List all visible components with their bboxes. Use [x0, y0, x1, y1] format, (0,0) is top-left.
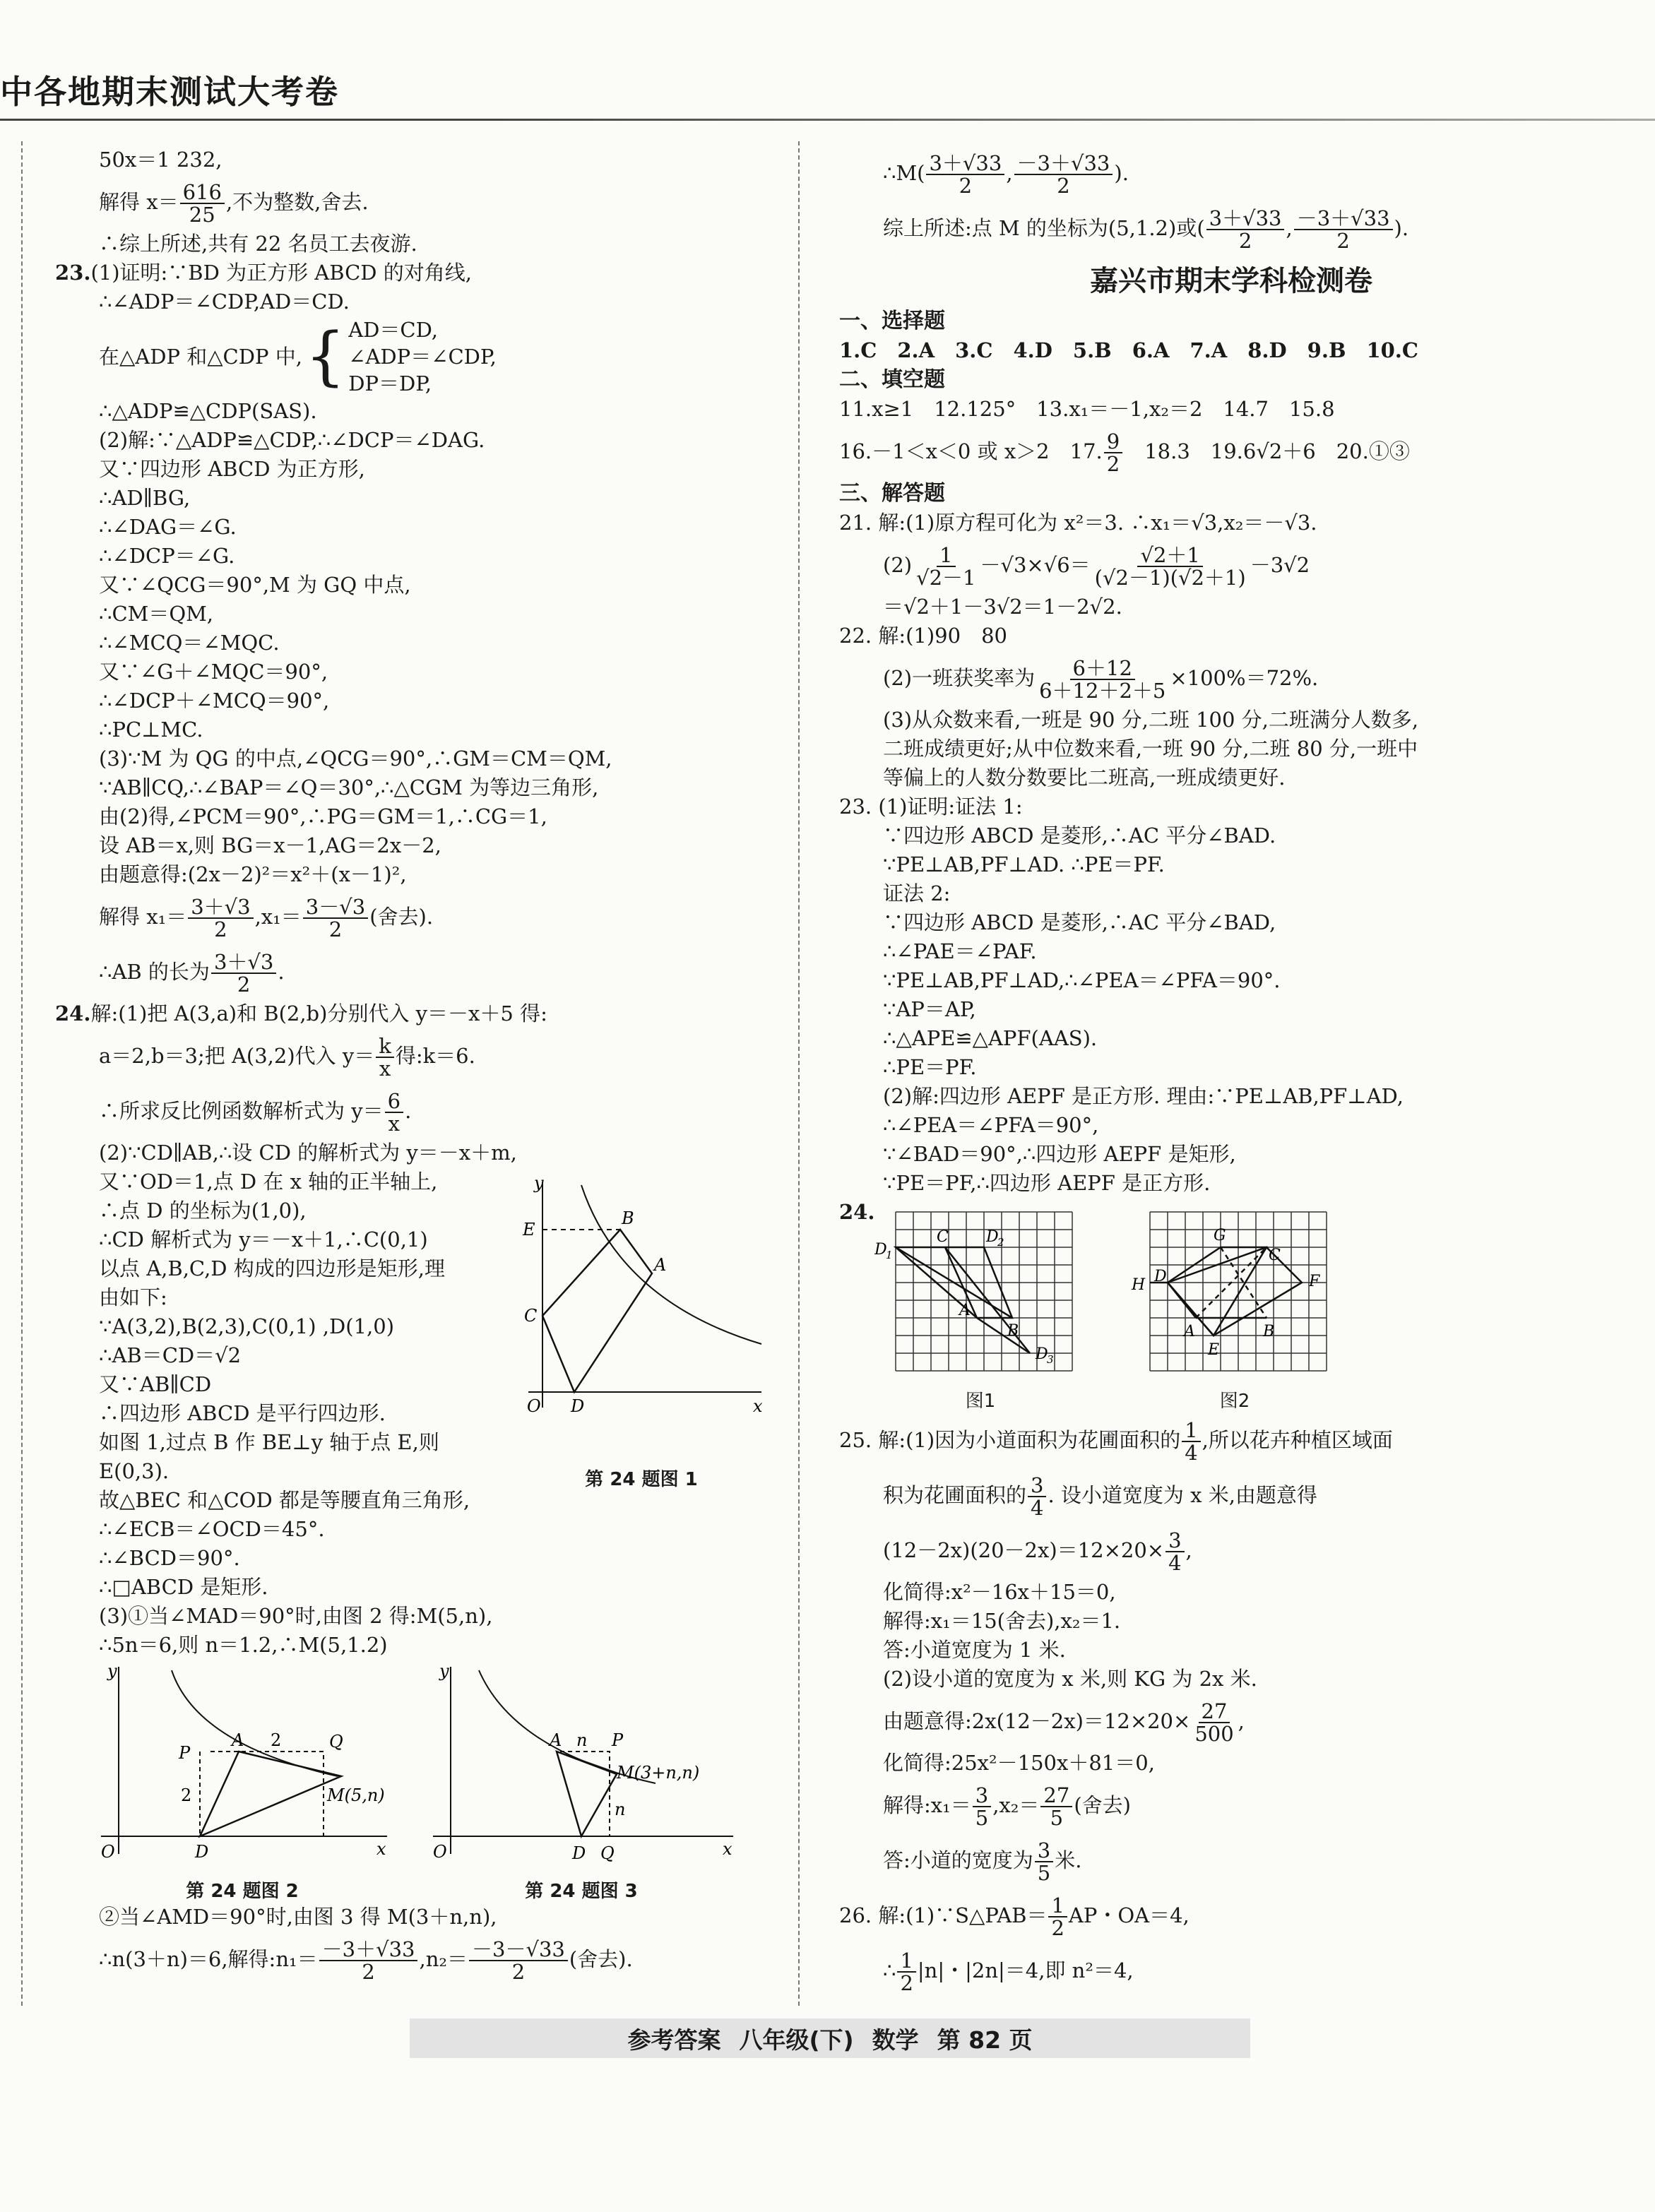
question-23: 23.(1)证明:∵BD 为正方形 ABCD 的对角线, [55, 261, 472, 285]
text-line: ∴综上所述,共有 22 名员工去夜游. [99, 232, 417, 256]
question-24: 24.解:(1)把 A(3,a)和 B(2,b)分别代入 y＝－x＋5 得: [55, 1001, 547, 1025]
text-line: 又∵四边形 ABCD 为正方形, [99, 457, 365, 481]
svg-text:Q: Q [600, 1843, 615, 1863]
svg-text:D: D [1036, 1345, 1048, 1363]
svg-text:3: 3 [1047, 1353, 1054, 1366]
svg-text:2: 2 [997, 1236, 1004, 1249]
fraction: $\frac{3+√3}{2}$ [188, 896, 253, 940]
fraction: $\frac{3}{4}$ [1028, 1475, 1046, 1518]
text-line: 以点 A,B,C,D 构成的四边形是矩形,理 [99, 1256, 445, 1280]
text-line: ∴∠ADP＝∠CDP,AD＝CD. [99, 290, 350, 314]
text-line: E(0,3). [99, 1459, 170, 1483]
text-line: 解得:x₁＝15(舍去),x₂＝1. [883, 1609, 1121, 1633]
footer-bar [410, 2018, 1250, 2058]
text-line: 由题意得:(2x－2)²＝x²＋(x－1)², [99, 862, 407, 886]
text-line: ∴点 D 的坐标为(1,0), [99, 1199, 307, 1223]
text-line: ＝√2＋1－3√2＝1－2√2. [883, 595, 1122, 619]
text-line: ∴5n＝6,则 n＝1.2,∴M(5,1.2) [99, 1633, 388, 1657]
figure-24-1-graph [514, 1167, 769, 1422]
section-heading: 一、选择题 [839, 309, 945, 333]
fraction: $\frac{3+√33}{2}$ [1206, 208, 1285, 251]
fraction: $\frac{27}{5}$ [1040, 1785, 1072, 1829]
text-line: ∴AD∥BG, [99, 486, 191, 510]
text-line: ∵PE⊥AB,PF⊥AD,∴∠PEA＝∠PFA＝90°. [883, 968, 1281, 992]
fraction: $\frac{3}{5}$ [1035, 1840, 1053, 1884]
svg-text:A: A [654, 1255, 667, 1275]
fraction: $\frac{1}{2}$ [1048, 1895, 1067, 1939]
text-line: 综上所述:点 M 的坐标为(5,1.2)或( $\frac{3+√33}{2}$ , $\frac{-3+√33}{2}$ ). [883, 206, 1409, 253]
figure-caption: 第 24 题图 1 [585, 1469, 698, 1490]
svg-text:B: B [1007, 1322, 1019, 1340]
question-25: 25. 解:(1)因为小道面积为花圃面积的 $\frac{1}{4}$ ,所以花卉种植区域面 [839, 1418, 1393, 1465]
question-22: 22. 解:(1)90 80 [839, 624, 1007, 648]
figure-24-2 [90, 1660, 394, 1903]
footer-page: 第 82 页 [937, 2026, 1033, 2054]
text-line: ∴∠BCD＝90°. [99, 1546, 240, 1570]
question-23-right: 23. (1)证明:证法 1: [839, 795, 1023, 819]
fraction: $\frac{-3+√33}{2}$ [1014, 153, 1113, 196]
fraction: $\frac{27}{500}$ [1194, 1699, 1234, 1746]
footer-subject: 数学 [872, 2026, 919, 2054]
text-line: ∴PE＝PF. [883, 1055, 977, 1079]
question-24-right: 24. D 1 C D 2 A B D 3 图1 G C D H F A E B 图2 [839, 1198, 1623, 1413]
fraction: $\frac{6}{x}$ [385, 1090, 403, 1134]
fraction: $\frac{k}{x}$ [376, 1035, 394, 1079]
svg-text:H: H [1132, 1276, 1146, 1294]
text-line: ∴M( $\frac{3+√33}{2}$ , $\frac{-3+√33}{2}$ ). [883, 151, 1129, 198]
fill-answers: 16.－1＜x＜0 或 x＞2 17. $\frac{9}{2}$ 18.3 19.6√2＋6 20.①③ [839, 429, 1410, 476]
svg-text:Q: Q [329, 1732, 343, 1752]
svg-text:A: A [550, 1730, 562, 1750]
svg-text:F: F [1309, 1273, 1320, 1290]
text-line: 答:小道宽度为 1 米. [883, 1638, 1066, 1662]
svg-text:O: O [433, 1842, 447, 1862]
text-line: ∴∠MCQ＝∠MQC. [99, 631, 280, 655]
footer-grade: 八年级(下) [739, 2026, 854, 2054]
svg-text:P: P [612, 1730, 624, 1750]
text-line: (2)∵CD∥AB,∴设 CD 的解析式为 y＝－x＋m, [99, 1141, 517, 1165]
text-line: ∴∠DAG＝∠G. [99, 515, 237, 539]
svg-text:G: G [1214, 1227, 1226, 1244]
figure-24-3 [422, 1660, 740, 1903]
header-title: 中各地期末测试大考卷 [0, 73, 339, 111]
fraction: $\frac{1}{2}$ [897, 1950, 915, 1994]
fraction: $\frac{3-√3}{2}$ [303, 896, 368, 940]
svg-text:x: x [753, 1396, 763, 1416]
text-line: ∵∠BAD＝90°,∴四边形 AEPF 是矩形, [883, 1142, 1236, 1166]
header-rule [0, 119, 1655, 121]
grid-figure-2 [1129, 1198, 1341, 1413]
fraction: $\frac{√2+1}{(√2-1)(√2+1)}$ [1094, 543, 1246, 590]
svg-text:1: 1 [886, 1249, 893, 1261]
fraction: $\frac{3+√33}{2}$ [926, 153, 1004, 196]
grid-figure-2-svg [1129, 1198, 1341, 1381]
text-line: 化简得:x²－16x＋15＝0, [883, 1580, 1116, 1604]
figure-24-2-graph [90, 1660, 394, 1872]
question-21: 21. 解:(1)原方程可化为 x²＝3. ∴x₁＝√3,x₂＝－√3. [839, 511, 1317, 535]
svg-text:B: B [622, 1208, 634, 1228]
svg-text:D: D [571, 1396, 585, 1416]
text-line: (12－2x)(20－2x)＝12×20× $\frac{3}{4}$ , [883, 1528, 1192, 1575]
svg-text:O: O [101, 1842, 115, 1862]
text-line: 积为花圃面积的 $\frac{3}{4}$ . 设小道宽度为 x 米,由题意得 [883, 1473, 1317, 1520]
figure-caption: 图1 [965, 1391, 996, 1412]
svg-text:A: A [1184, 1323, 1195, 1340]
text-line: 答:小道的宽度为 $\frac{3}{5}$ 米. [883, 1838, 1082, 1885]
svg-text:n: n [615, 1800, 626, 1819]
text-line: ∴ $\frac{1}{2}$ |n|・|2n|＝4,即 n²＝4, [883, 1949, 1134, 1995]
text-line: ②当∠AMD＝90°时,由图 3 得 M(3＋n,n), [99, 1905, 497, 1929]
svg-text:E: E [523, 1220, 535, 1239]
text-line: 50x＝1 232, [99, 148, 223, 172]
question-26: 26. 解:(1)∵S△PAB＝ $\frac{1}{2}$ AP・OA＝4, [839, 1893, 1190, 1940]
text-line: ∵PE⊥AB,PF⊥AD. ∴PE＝PF. [883, 852, 1165, 876]
text-line: ∴PC⊥MC. [99, 718, 203, 742]
svg-text:y: y [107, 1661, 117, 1681]
text-line: 解得:x₁＝ $\frac{3}{5}$ ,x₂＝ $\frac{27}{5}$ (舍去) [883, 1783, 1131, 1830]
grid-figures [874, 1198, 1341, 1413]
svg-text:2: 2 [271, 1730, 282, 1750]
text-line: ∵PE＝PF,∴四边形 AEPF 是正方形. [883, 1171, 1211, 1195]
text-line: ∴所求反比例函数解析式为 y＝ $\frac{6}{x}$ . [99, 1089, 412, 1136]
text-line: a＝2,b＝3;把 A(3,2)代入 y＝ $\frac{k}{x}$ 得:k＝6. [99, 1034, 475, 1081]
figure-caption: 第 24 题图 2 [186, 1881, 299, 1902]
svg-text:x: x [723, 1839, 732, 1859]
svg-text:A: A [232, 1730, 244, 1750]
figure-row-24 [55, 1660, 790, 1903]
svg-text:y: y [439, 1661, 449, 1681]
text-line: 化简得:25x²－150x＋81＝0, [883, 1751, 1155, 1775]
svg-text:D: D [874, 1241, 887, 1259]
text-line: (2) $\frac{1}{√2-1}$ －√3×√6＝ $\frac{√2+1}{(√2-1)(√2+1)}$ －3√2 [883, 543, 1310, 590]
text-line: 又∵AB∥CD [99, 1372, 212, 1396]
section-heading: 三、解答题 [839, 481, 945, 506]
text-line: 等偏上的人数分数要比二班高,一班成绩更好. [883, 766, 1286, 790]
left-column [55, 145, 790, 1987]
text-line: ∴∠DCP＋∠MCQ＝90°, [99, 689, 330, 713]
text-line: 又∵∠QCG＝90°,M 为 GQ 中点, [99, 573, 411, 597]
text-line: ∴四边形 ABCD 是平行四边形. [99, 1401, 386, 1425]
text-line: (2)解:∵△ADP≌△CDP,∴∠DCP＝∠DAG. [99, 428, 485, 452]
text-line: ∴AB 的长为 $\frac{3+√3}{2}$ . [99, 950, 285, 997]
text-line: ∴∠DCP＝∠G. [99, 544, 235, 568]
text-line: ∵AB∥CQ,∴∠BAP＝∠Q＝30°,∴△CGM 为等边三角形, [99, 775, 599, 799]
text-line: 由如下: [99, 1285, 167, 1309]
svg-text:n: n [576, 1730, 588, 1750]
fraction: $\frac{1}{√2-1}$ [916, 543, 976, 590]
fraction: $\frac{-3+√33}{2}$ [319, 1939, 418, 1982]
text-line: ∴□ABCD 是矩形. [99, 1575, 268, 1599]
svg-text:D: D [195, 1842, 209, 1862]
svg-text:O: O [527, 1396, 541, 1416]
footer-label: 参考答案 [627, 2026, 721, 2054]
figure-caption: 图2 [1219, 1391, 1250, 1412]
fraction: $\frac{3}{5}$ [973, 1785, 991, 1829]
grid-figure-1-svg [874, 1198, 1086, 1381]
svg-text:D: D [572, 1843, 586, 1863]
text-line: ∴△ADP≌△CDP(SAS). [99, 399, 317, 423]
text-line: 设 AB＝x,则 BG＝x－1,AG＝2x－2, [99, 833, 441, 857]
fraction: $\frac{616}{25}$ [180, 182, 225, 225]
text-line: ∴AB＝CD＝√2 [99, 1343, 242, 1367]
text-line: 又∵∠G＋∠MQC＝90°, [99, 660, 328, 684]
text-line: ∵A(3,2),B(2,3),C(0,1) ,D(1,0) [99, 1314, 395, 1338]
choice-answers: 1.C 2.A 3.C 4.D 5.B 6.A 7.A 8.D 9.B 10.C [839, 338, 1418, 362]
svg-text:C: C [524, 1306, 538, 1326]
fraction: $\frac{1}{4}$ [1182, 1420, 1200, 1463]
text-line: ∴n(3＋n)＝6,解得:n₁＝ $\frac{-3+√33}{2}$ ,n₂＝ $\frac{-3-√33}{2}$ (舍去). [99, 1937, 633, 1984]
text-line: ∴△APE≌△APF(AAS). [883, 1026, 1098, 1050]
fraction: $\frac{3}{4}$ [1165, 1530, 1184, 1574]
text-line: (2)解:四边形 AEPF 是正方形. 理由:∵PE⊥AB,PF⊥AD, [883, 1084, 1404, 1108]
svg-text:P: P [179, 1743, 191, 1763]
svg-text:B: B [1263, 1323, 1275, 1340]
exam-title: 嘉兴市期末学科检测卷 [1090, 265, 1372, 297]
figure-24-1 [514, 1167, 769, 1486]
svg-text:y: y [534, 1173, 544, 1193]
binding-cut-line [21, 141, 23, 2006]
text-line: (3)从众数来看,一班是 90 分,二班 100 分,二班满分人数多, [883, 708, 1419, 732]
fraction: $\frac{6+12}{6+12+2+5}$ [1039, 656, 1166, 703]
svg-text:D: D [1154, 1268, 1167, 1285]
section-heading: 二、填空题 [839, 367, 945, 392]
text-line: ∴CM＝QM, [99, 602, 214, 626]
grid-figure-1 [874, 1198, 1086, 1413]
text-line: 又∵OD＝1,点 D 在 x 轴的正半轴上, [99, 1170, 438, 1194]
q24-with-figure [55, 1167, 790, 1486]
svg-text:A: A [959, 1302, 971, 1319]
text-line: ∴∠PAE＝∠PAF. [883, 939, 1037, 963]
column-divider [798, 141, 800, 2006]
text-line: 解得 x＝ $\frac{616}{25}$ ,不为整数,舍去. [99, 180, 369, 227]
text-line: 由题意得:2x(12－2x)＝12×20× $\frac{27}{500}$ , [883, 1699, 1245, 1746]
fraction: $\frac{-3-√33}{2}$ [469, 1939, 568, 1982]
fraction: $\frac{3+√3}{2}$ [211, 951, 276, 995]
text-line: ∵AP＝AP, [883, 997, 976, 1021]
svg-text:2: 2 [181, 1785, 192, 1805]
text-line: ∵四边形 ABCD 是菱形,∴AC 平分∠BAD, [883, 910, 1276, 934]
text-line: ∴∠ECB＝∠OCD＝45°. [99, 1517, 325, 1541]
right-column [839, 145, 1623, 1998]
text-line: 二班成绩更好;从中位数来看,一班 90 分,二班 80 分,一班中 [883, 737, 1418, 761]
text-line: 故△BEC 和△COD 都是等腰直角三角形, [99, 1488, 470, 1512]
svg-text:M(5,n): M(5,n) [327, 1785, 385, 1805]
text-line: (3)①当∠MAD＝90°时,由图 2 得:M(5,n), [99, 1604, 493, 1628]
text-line: 证法 2: [883, 881, 951, 905]
text-line: 由(2)得,∠PCM＝90°,∴PG＝GM＝1,∴CG＝1, [99, 804, 547, 828]
svg-text:C: C [1269, 1247, 1281, 1264]
svg-text:E: E [1208, 1341, 1220, 1359]
text-line: (2)一班获奖率为 $\frac{6+12}{6+12+2+5}$ ×100%＝72%. [883, 656, 1319, 703]
fill-answers: 11.x≥1 12.125° 13.x₁＝－1,x₂＝2 14.7 15.8 [839, 397, 1335, 421]
svg-text:D: D [986, 1228, 999, 1246]
text-line: (2)设小道的宽度为 x 米,则 KG 为 2x 米. [883, 1667, 1257, 1691]
figure-caption: 第 24 题图 3 [525, 1881, 638, 1902]
text-line: 解得 x₁＝ $\frac{3+√3}{2}$ ,x₁＝ $\frac{3-√3}{2}$ (舍去). [99, 895, 434, 941]
fraction: $\frac{9}{2}$ [1104, 431, 1122, 475]
text-line: ∴CD 解析式为 y＝－x＋1,∴C(0,1) [99, 1227, 428, 1251]
text-line: (3)∵M 为 QG 的中点,∠QCG＝90°,∴GM＝CM＝QM, [99, 747, 612, 771]
text-line: ∴∠PEA＝∠PFA＝90°, [883, 1113, 1099, 1137]
svg-text:x: x [376, 1839, 386, 1859]
svg-text:M(3+n,n): M(3+n,n) [617, 1763, 700, 1783]
figure-24-3-graph [422, 1660, 740, 1872]
svg-text:C: C [937, 1228, 949, 1246]
fraction: $\frac{-3+√33}{2}$ [1294, 208, 1393, 251]
text-line: ∵四边形 ABCD 是菱形,∴AC 平分∠BAD. [883, 823, 1276, 848]
system-of-equations: 在△ADP 和△CDP 中, { AD＝CD, ∠ADP＝∠CDP, DP＝DP, [99, 318, 497, 396]
text-line: 如图 1,过点 B 作 BE⊥y 轴于点 E,则 [99, 1430, 439, 1454]
